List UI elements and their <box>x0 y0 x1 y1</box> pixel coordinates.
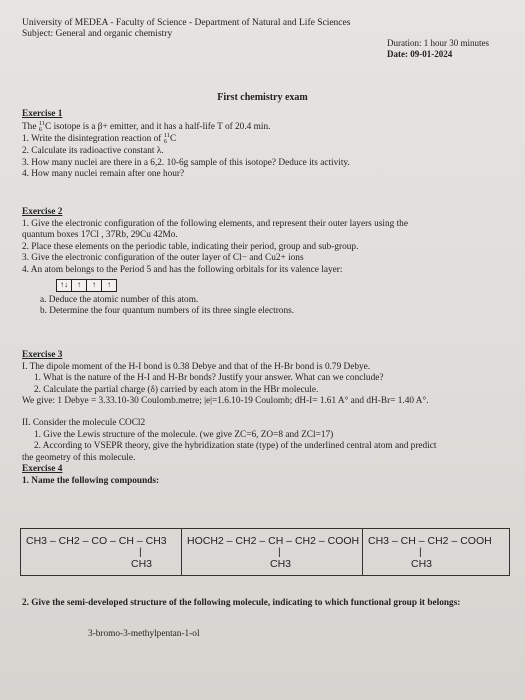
exercise-2-q1b: quantum boxes 17Cl , 37Rb, 29Cu 42Mo. <box>22 230 178 241</box>
exercise-3-q3: 1. Give the Lewis structure of the molecule. (we give ZC=6, ZO=8 and ZCl=17) <box>34 429 334 440</box>
intro-pre: The <box>22 121 39 132</box>
isotope-mass: 11 <box>163 132 170 140</box>
compound-3-branch: CH3 <box>411 558 433 570</box>
compound-1-chain: CH3 – CH2 – CO – CH – CH3 <box>26 535 167 547</box>
header-left <box>22 18 350 40</box>
exercise-2-q2: 2. Place these elements on the periodic table, indicating their period, group and sub-group. <box>22 241 359 252</box>
exercise-4-molecule: 3-bromo-3-methylpentan-1-ol <box>88 629 200 639</box>
isotope-mass: 11 <box>38 119 46 127</box>
orbital-box: ↑↓ <box>56 279 72 292</box>
compound-cell-1 <box>21 529 182 576</box>
exercise-1-q2: 2. Calculate its radioactive constant λ. <box>22 146 164 157</box>
spacer <box>22 408 507 418</box>
branch-bond: | <box>278 546 281 558</box>
branch-bond: | <box>419 546 422 558</box>
exercise-1-q4: 4. How many nuclei remain after one hour? <box>22 169 185 180</box>
branch-bond: | <box>139 546 142 558</box>
table-row <box>21 529 510 576</box>
exercise-2-heading: Exercise 2 <box>22 207 63 217</box>
exercise-2-q3: 3. Give the electronic configuration of the outer layer of Cl− and Cu2+ ions <box>22 253 304 264</box>
exercise-3-q2: 2. Calculate the partial charge (δ) carried by each atom in the HBr molecule. <box>34 384 319 395</box>
orbital-box: ↑ <box>72 279 87 292</box>
exercise-3-p2: II. Consider the molecule COCl2 <box>22 417 146 428</box>
header-right <box>387 38 489 60</box>
duration-line: Duration: 1 hour 30 minutes <box>387 38 489 48</box>
exercise-2 <box>22 207 507 318</box>
isotope-symbol: C <box>45 121 52 132</box>
compound-cell-2 <box>182 529 363 576</box>
orbital-boxes <box>56 279 507 292</box>
orbital-box: ↑ <box>102 279 117 292</box>
exercise-1-q3: 3. How many nuclei are there in a 6,2. 10-6g sample of this isotope? Deduce its activity. <box>22 157 350 168</box>
university-line: University of MEDEA - Faculty of Science - Department of Natural and Life Sciences <box>22 18 351 28</box>
exercise-2-qb: b. Determine the four quantum numbers of its three single electrons. <box>40 306 295 317</box>
isotope-z: 6 <box>163 138 167 146</box>
subject-line: Subject: General and organic chemistry <box>22 29 173 39</box>
compound-cell-3 <box>363 529 510 576</box>
exercise-2-q1a: 1. Give the electronic configuration of the following elements, and represent their outer layers using the <box>22 218 408 229</box>
intro-post: isotope is a β+ emitter, and it has a half-life T of 20.4 min. <box>51 121 271 132</box>
compounds-table <box>20 528 510 576</box>
exercise-3-p1: I. The dipole moment of the H-I bond is 0.38 Debye and that of the H-Br bond is 0.79 Debye. <box>22 361 371 372</box>
exercise-3-q1: 1. What is the nature of the H-I and H-Br bonds? Justify your answer. What can we conclude? <box>34 373 384 384</box>
exercise-1-heading: Exercise 1 <box>22 109 63 119</box>
exercise-3-q4b: the geometry of this molecule. <box>22 452 136 463</box>
compound-1-branch: CH3 <box>131 558 153 570</box>
exercise-1 <box>22 109 507 181</box>
q1-text: 1. Write the disintegration reaction of <box>22 134 164 145</box>
exercise-4-q1: 1. Name the following compounds: <box>22 475 160 486</box>
exercise-4-heading: Exercise 4 <box>22 464 63 475</box>
isotope-symbol: C <box>169 134 177 145</box>
exercise-2-q4: 4. An atom belongs to the Period 5 and has the following orbitals for its valence layer: <box>22 264 343 275</box>
compound-2-chain: HOCH2 – CH2 – CH – CH2 – COOH <box>187 535 360 547</box>
exercise-3-given: We give: 1 Debye = 3.33.10-30 Coulomb.metre; |e|=1.6.10-19 Coulomb; dH-I= 1.61 A° and dH-Br= 1.40 A°. <box>22 396 429 407</box>
date-line: Date: 09-01-2024 <box>387 49 453 59</box>
exercise-1-intro <box>22 121 507 134</box>
compound-2-branch: CH3 <box>270 558 292 570</box>
exercise-1-q1 <box>22 133 507 146</box>
isotope-z: 6 <box>38 125 43 133</box>
exam-title: First chemistry exam <box>217 92 308 103</box>
exercise-3-heading: Exercise 3 <box>22 350 63 360</box>
exercise-4-q2: 2. Give the semi-developed structure of the following molecule, indicating to which functional group it belongs: <box>22 598 461 608</box>
orbital-box: ↑ <box>87 279 102 292</box>
compound-3-chain: CH3 – CH – CH2 – COOH <box>368 535 492 547</box>
exercise-3 <box>22 350 507 488</box>
exercise-3-q4a: 2. According to VSEPR theory, give the hybridization state (type) of the underlined central atom and predict <box>34 441 437 452</box>
exercise-2-qa: a. Deduce the atomic number of this atom. <box>40 294 199 305</box>
